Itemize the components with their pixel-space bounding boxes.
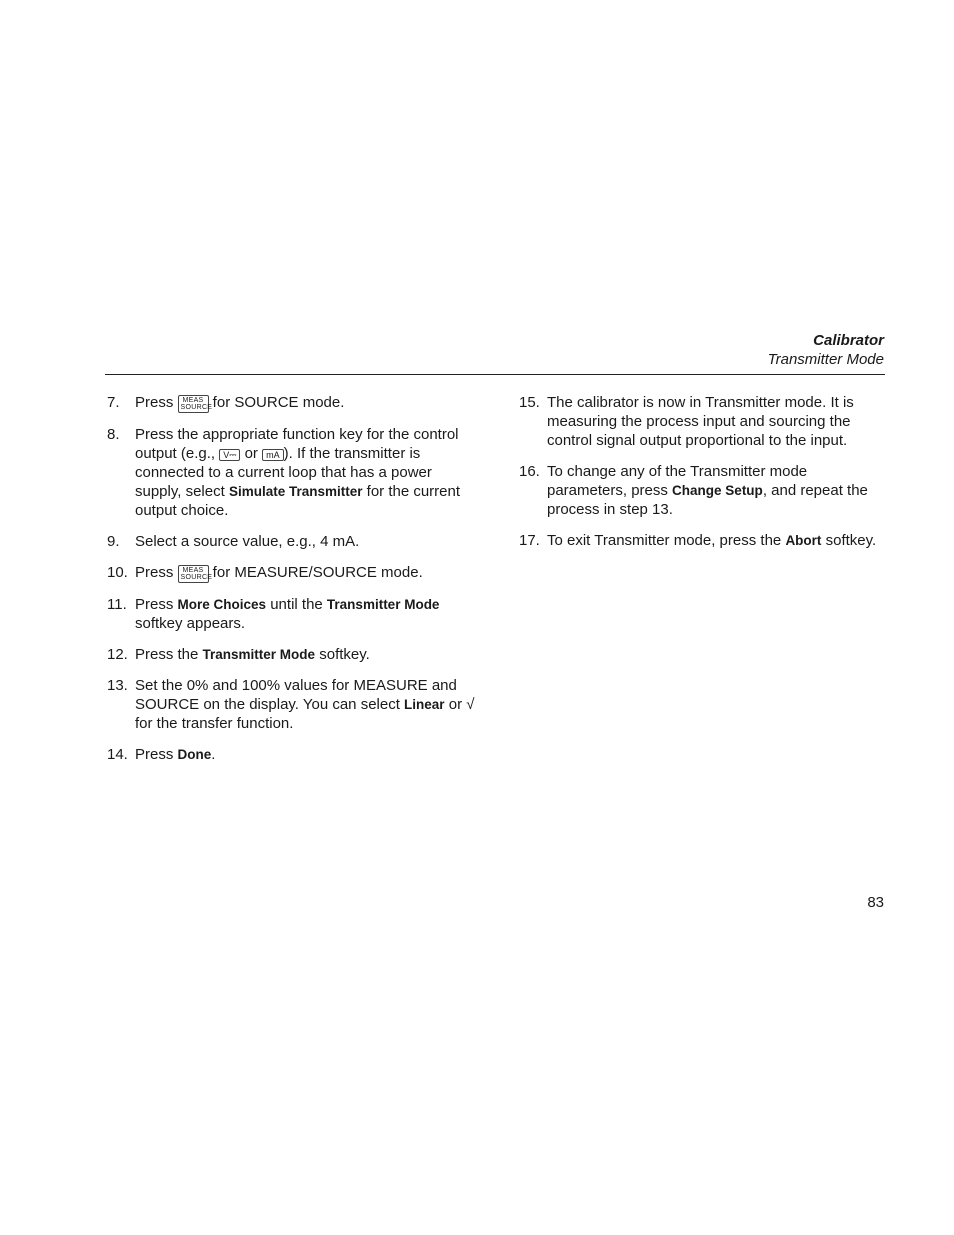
step-text: To exit Transmitter mode, press the	[547, 532, 786, 549]
step-11	[107, 595, 479, 633]
step-text: , and repeat the process in step 13.	[547, 482, 868, 518]
step-9	[107, 532, 479, 551]
step-16	[519, 462, 887, 519]
step-text: Press	[135, 394, 178, 411]
step-number: 14.	[107, 746, 128, 763]
meas-source-key-icon	[178, 395, 213, 413]
softkey-label: Transmitter Mode	[202, 647, 316, 662]
step-10	[107, 563, 479, 583]
step-text: softkey.	[315, 646, 370, 663]
milliamps-key-icon: mA	[262, 449, 284, 461]
step-text: Press	[135, 746, 178, 763]
key-label: MEAS	[182, 397, 204, 404]
step-text: softkey appears.	[135, 615, 246, 632]
step-text: until the	[266, 596, 327, 613]
key-label: SOURCE	[180, 404, 213, 411]
step-8	[107, 425, 479, 520]
step-number: 17.	[519, 532, 540, 549]
left-column	[107, 393, 479, 776]
step-text: Press the appropriate function key for the control output (e.g.,	[135, 426, 459, 462]
softkey-label: Transmitter Mode	[326, 597, 440, 612]
step-number: 10.	[107, 564, 128, 581]
step-text: softkey.	[821, 532, 877, 549]
page-number: 83	[867, 894, 884, 911]
step-text: The calibrator is now in Transmitter mode. It is measuring the process input and sourcing the control signal output proportional to the input.	[547, 394, 854, 449]
running-header-title: Calibrator	[813, 332, 884, 349]
softkey-label: Abort	[785, 533, 822, 548]
step-text: or	[240, 445, 263, 462]
step-text: .	[211, 746, 216, 763]
step-text: ). If the transmitter is connected to a current loop that has a power supply, select	[135, 445, 432, 500]
step-text: for SOURCE mode.	[208, 394, 345, 411]
right-column	[519, 393, 887, 562]
softkey-label: Linear	[404, 697, 445, 712]
step-text: To change any of the Transmitter mode parameters, press	[547, 463, 808, 499]
softkey-label: Done	[177, 747, 212, 762]
step-text: Press the	[135, 646, 203, 663]
key-label: SOURCE	[180, 574, 213, 581]
softkey-label: Simulate Transmitter	[228, 484, 363, 499]
step-number: 13.	[107, 677, 128, 694]
step-text: Press	[135, 596, 178, 613]
step-number: 11.	[107, 596, 127, 613]
step-13	[107, 676, 479, 733]
step-text: Press	[135, 564, 178, 581]
step-7	[107, 393, 479, 413]
header-rule	[105, 374, 885, 375]
step-14	[107, 745, 479, 764]
step-number: 15.	[519, 394, 540, 411]
step-17	[519, 531, 887, 550]
step-12	[107, 645, 479, 664]
step-15	[519, 393, 887, 450]
step-text: for MEASURE/SOURCE mode.	[208, 564, 423, 581]
running-header-subtitle: Transmitter Mode	[767, 351, 884, 368]
step-number: 12.	[107, 646, 128, 663]
step-number: 8.	[107, 426, 120, 443]
step-text: Set the 0% and 100% values for MEASURE and SOURCE on the display. You can select	[135, 677, 457, 713]
key-label: MEAS	[182, 567, 204, 574]
volts-dc-key-icon: V⎓	[219, 449, 240, 461]
step-number: 16.	[519, 463, 540, 480]
step-text: for the current output choice.	[135, 483, 461, 519]
step-text: Select a source value, e.g., 4 mA.	[135, 533, 360, 550]
step-number: 7.	[107, 394, 120, 411]
softkey-label: More Choices	[177, 597, 267, 612]
softkey-label: Change Setup	[672, 483, 763, 498]
meas-source-key-icon	[178, 565, 213, 583]
step-text: or √ for the transfer function.	[135, 696, 475, 732]
step-number: 9.	[107, 533, 120, 550]
